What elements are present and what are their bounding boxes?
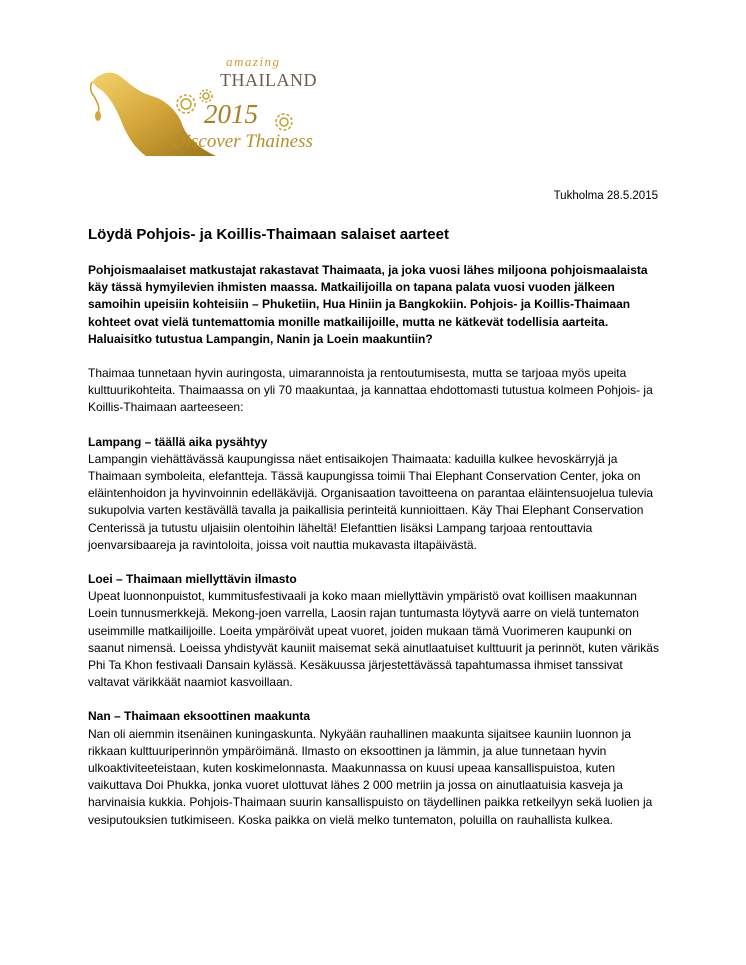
section-text: Lampangin viehättävässä kaupungissa näet entisaikojen Thaimaata: kaduilla kulkee hevoskärryjä ja Thaimaan symboleita, elefantteja. Tässä kaupungissa toimii Thai Elephant Conservation Center, joka on eläintenhoidon ja hyvinvoinnin edelläkävijä. Organisaation tavoitteena on parantaa eläintensuojelua tulevia sukupolvia varten kestävällä tavalla ja paikallisia perinteitä kunnioittaen. Käy Thai Elephant Conservation Centerissä ja tutustu uljaisiin olentoihin läheltä! Elefanttien lisäksi Lampang tarjoaa rentouttavia joenvarsibaareja ja ravintoloita, joissa voit nauttia mukavasta iltapäivästä. bbox=[88, 451, 654, 552]
lead-paragraph: Pohjoismaalaiset matkustajat rakastavat Thaimaata, ja joka vuosi lähes miljoona pohjoismaalaista käy tässä hymyilevien ihmisten maassa. Matkailijoilla on tapana palata vuosi vuoden jälkeen samoihin upeisiin kohteisiin – Phuketiin, Hua Hiniin ja Bangkokiin. Pohjois- ja Koillis-Thaimaan kohteet ovat vielä tuntemattomia monille matkailijoille, mutta ne kätkevät todellisia aarteita. Haluaisitko tutustua Lampangin, Nanin ja Loein maakuntiin? bbox=[88, 263, 648, 346]
document-date: Tukholma 28.5.2015 bbox=[553, 190, 658, 202]
section-heading: Loei – Thaimaan miellyttävin ilmasto bbox=[88, 572, 297, 587]
logo-tagline: Discover Thainess bbox=[172, 131, 313, 152]
section-text: Upeat luonnonpuistot, kummitusfestivaali ja koko maan miellyttävin ympäristö ovat koillisen maakunnan Loein tunnusmerkkejä. Mekong-joen varrella, Laosin rajan tuntumasta löytyvä aarre on vielä tuntematon useimmille matkailijoille. Loeita ympäröivät upeat vuoret, joiden mukaan tämä Vuorimeren kaupunki on saanut nimensä. Loeissa yhdistyvät kauniit maisemat sekä ainutlaatuiset kulttuurit ja perinnöt, kuten värikäs Phi Ta Khon festivaali Dansain kylässä. Kesäkuussa järjestettävässä tapahtumassa ihmiset tanssivat valtavat värikkäät naamiot kasvoillaan. bbox=[88, 589, 659, 690]
section-heading: Lampang – täällä aika pysähtyy bbox=[88, 434, 268, 449]
amazing-thailand-logo bbox=[86, 52, 336, 162]
logo-thailand-text: THAILAND bbox=[220, 70, 317, 90]
logo-amazing-text: amazing bbox=[226, 54, 281, 69]
intro-paragraph: Thaimaa tunnetaan hyvin auringosta, uimarannoista ja rentoutumisesta, mutta se tarjoaa myös upeita kulttuurikohteita. Thaimaassa on yli 70 maakuntaa, ja kannattaa ehdottomasti tutustua kolmeen Pohjois- ja Koillis-Thaimaan aarteeseen: bbox=[88, 366, 653, 415]
document-title: Löydä Pohjois- ja Koillis-Thaimaan salaiset aarteet bbox=[88, 226, 449, 243]
logo-year: 2015 bbox=[204, 99, 258, 129]
section-text: Nan oli aiemmin itsenäinen kuningaskunta. Nykyään rauhallinen maakunta sijaitsee kauniin luonnon ja rikkaan kulttuuriperinnön ympäröimänä. Ilmasto on eksoottinen ja lämmin, ja alue tunnetaan hyvin ulkoaktiviteeteistaan, kuten koskimelonnasta. Maakunnassa on kuusi upeaa kansallispuistoa, kuten vaikuttava Doi Phukka, jonka vuoret ulottuvat lähes 2 000 metriin ja jossa on ainutlaatuisia kasveja ja harvinaisia kukkia. Pohjois-Thaimaan suurin kansallispuisto on täydellinen paikka retkeilyyn sekä luolien ja vesiputouksien tutkimiseen. Koska paikka on vielä melko tuntematon, poluilla on rauhallista kulkea. bbox=[88, 726, 653, 827]
document-body bbox=[88, 262, 663, 846]
section-heading: Nan – Thaimaan eksoottinen maakunta bbox=[88, 709, 311, 724]
section-lampang bbox=[88, 434, 663, 554]
section-loei bbox=[88, 571, 663, 691]
section-nan bbox=[88, 708, 663, 828]
